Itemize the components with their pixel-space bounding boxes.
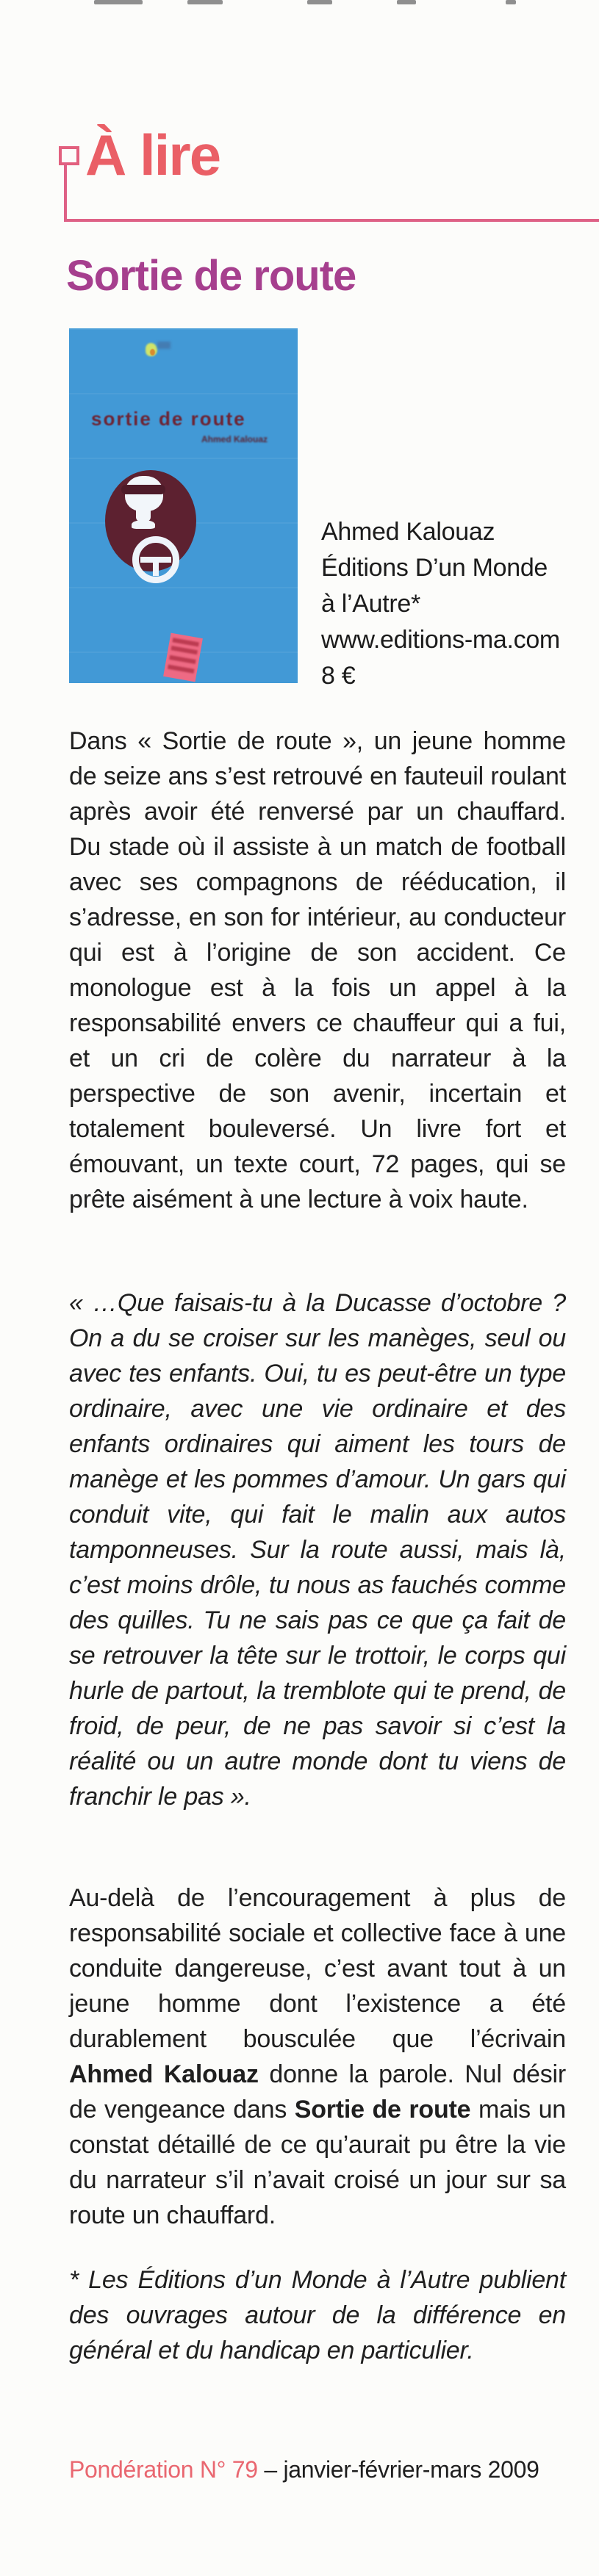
quote-paragraph: « …Que faisais-tu à la Ducasse d’octobre ? On a du se croiser sur les manèges, seul ou avec tes enfants. Oui, tu es peut-être un type ordinaire, avec une vie ordinaire et des enfants ordinaires qui aiment les tours de manège et les pommes d’amour. Un gars qui conduit vite, qui fait le malin aux autos tamponneuses. Sur la route aussi, mais là, c’est moins drôle, tu nous as fauchés comme des quilles. Tu ne sais pas ce que ça fait de se retrouver la tête sur le trottoir, le corps qui hurle de partout, la tremblote qui te prend, de froid, de peur, de ne pas savoir si c’est la réalité ou un autre monde dont tu viens de franchir le pas ». [69, 1289, 566, 1811]
book-title-bold: Sortie de route [294, 2096, 471, 2124]
cover-title: sortie de route [91, 408, 246, 430]
scan-artifact [94, 0, 143, 4]
sunglasses [121, 485, 165, 494]
driver-torso [132, 520, 155, 529]
review-paragraph [69, 1880, 566, 2233]
price-sticker [163, 633, 203, 682]
scan-artifact [187, 0, 223, 4]
article-title: Sortie de route [66, 252, 356, 300]
book-price: 8 € [321, 662, 356, 690]
page-footer [69, 2456, 539, 2483]
issue-date: – janvier-février-mars 2009 [264, 2456, 539, 2483]
magazine-name: Pondération N° 79 [69, 2456, 258, 2483]
sticker-scribble [172, 638, 198, 646]
review-paragraph: Dans « Sortie de route », un jeune homme de seize ans s’est retrouvé en fauteuil roulant après avoir été renversé par un chauffard. Du stade où il assiste à un match de football avec ses compagnons de rééducation, il s’adresse, en son for intérieur, au conducteur qui est à l’origine de son accident. Ce monologue est à la fois un appel à la responsabilité envers ce chauffeur qui a fui, et un cri de colère du narrateur à la perspective de son avenir, incertain et totalement bouleversé. Un livre fort et émouvant, un texte court, 72 pages, qui se prête aisément à une lecture à voix haute. [69, 727, 566, 1213]
logo-blob [150, 349, 155, 356]
section-rule-horizontal [64, 219, 599, 222]
wheel-spoke [153, 560, 159, 576]
paragraph-text: Au-delà de l’encouragement à plus de responsabilité sociale et collective face à une conduite dangereuse, c’est avant tout à un jeune homme dont l’existence a été durablement bousculée que l’écrivain [69, 1884, 566, 2053]
cover-author: Ahmed Kalouaz [201, 434, 268, 444]
sticker-scribble [169, 655, 196, 664]
book-publisher-line2: à l’Autre* [321, 590, 420, 618]
publisher-logo-icon [146, 340, 171, 361]
scan-artifact [397, 0, 416, 4]
book-info [321, 514, 571, 694]
logo-blob [157, 342, 171, 349]
book-publisher-line1: Éditions D’un Monde [321, 554, 548, 582]
paragraph-text: mais un constat détaillé de ce qu’aurait pu être la vie du narrateur s’il n’avait croisé un jour sur sa route un chauffard. [69, 2096, 566, 2229]
book-cover [69, 328, 298, 683]
steering-wheel-icon [132, 536, 179, 583]
cover-illustration [105, 470, 196, 571]
book-author: Ahmed Kalouaz [321, 518, 495, 546]
scan-artifact [506, 0, 516, 4]
section-rule-vertical [64, 162, 67, 221]
sticker-scribble [168, 665, 194, 674]
section-title: À lire [85, 123, 220, 187]
author-name-bold: Ahmed Kalouaz [69, 2060, 259, 2088]
section-marker-square [59, 146, 79, 165]
scan-artifact [307, 0, 332, 4]
paragraph-text: donne la parole. Nul désir de vengeance dans [69, 2060, 566, 2124]
publisher-website: www.editions-ma.com [321, 626, 560, 654]
sticker-scribble [171, 646, 197, 654]
footnote-paragraph: * Les Éditions d’un Monde à l’Autre publient des ouvrages autour de la différence en général et du handicap en particulier. [69, 2266, 566, 2364]
